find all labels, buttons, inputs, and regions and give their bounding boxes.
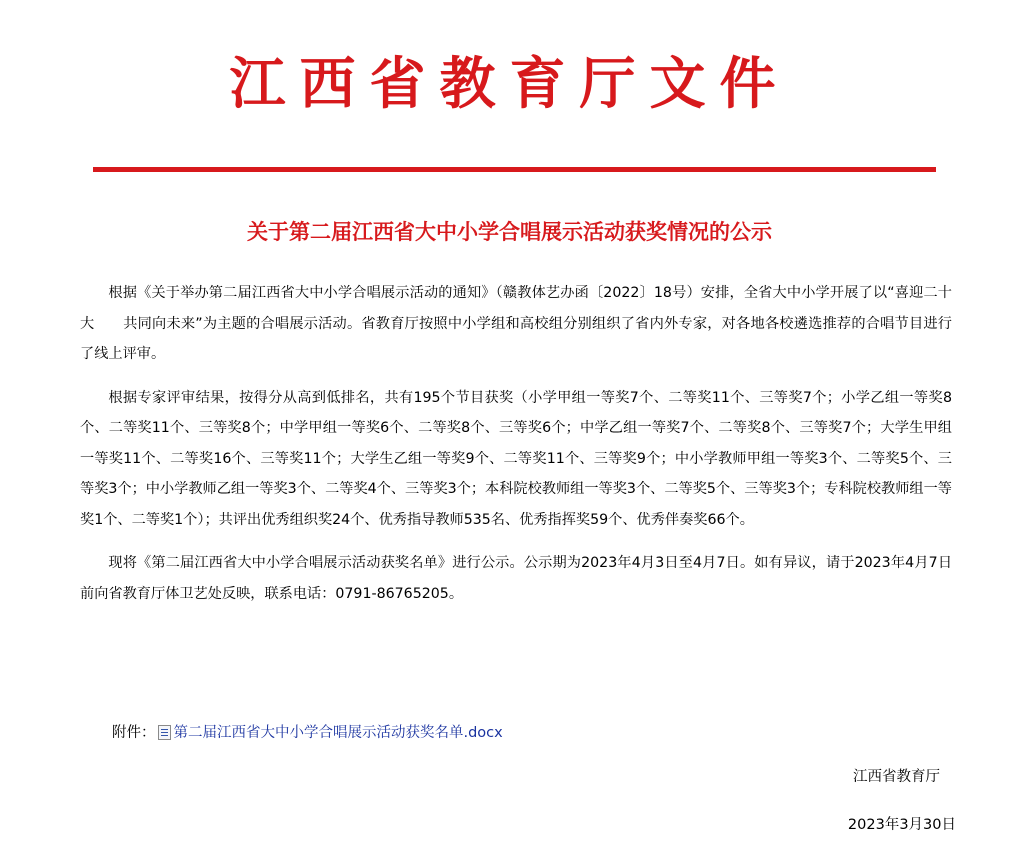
- issuing-organization: 江西省教育厅: [853, 769, 940, 785]
- issue-date: 2023年3月30日: [847, 817, 956, 833]
- attachment-link[interactable]: 第二届江西省大中小学合唱展示活动获奖名单.docx: [173, 725, 503, 741]
- masthead-title: 江西省教育厅文件: [229, 51, 790, 117]
- attachment-line: [112, 718, 503, 748]
- body-paragraph-2: 根据专家评审结果，按得分从高到低排名，共有195个节目获奖（小学甲组一等奖7个、二等奖11个、三等奖7个；小学乙组一等奖8个、二等奖11个、三等奖8个；中学甲组一等奖6个、二等奖8个、三等奖6个；中学乙组一等奖7个、二等奖8个、三等奖7个；大学生甲组一等奖11个、二等奖16个、三等奖11个；大学生乙组一等奖9个、二等奖11个、三等奖9个；中小学教师甲组一等奖3个、二等奖5个、三等奖3个；中小学教师乙组一等奖3个、二等奖4个、三等奖3个；本科院校教师组一等奖3个、二等奖5个、三等奖3个；专科院校教师组一等奖1个、二等奖1个）；共评出优秀组织奖24个、优秀指导教师535名、优秀指挥奖59个、优秀伴奏奖66个。: [80, 389, 952, 528]
- notice-title: 关于第二届江西省大中小学合唱展示活动获奖情况的公示: [247, 219, 772, 244]
- red-divider-rule: [93, 167, 936, 172]
- body-paragraph-3: 现将《第二届江西省大中小学合唱展示活动获奖名单》进行公示。公示期为2023年4月3日至4月7日。如有异议，请于2023年4月7日前向省教育厅体卫艺处反映，联系电话：0791-86765205。: [80, 555, 953, 602]
- notice-body: [80, 278, 952, 622]
- attachment-label: 附件：: [112, 725, 156, 741]
- body-paragraph-1: 根据《关于举办第二届江西省大中小学合唱展示活动的通知》（赣教体艺办函〔2022〕18号）安排，全省大中小学开展了以“喜迎二十大 共同向未来”为主题的合唱展示活动。省教育厅按照中小学组和高校组分别组织了省内外专家，对各地各校遴选推荐的合唱节目进行了线上评审。: [80, 285, 952, 362]
- doc-file-icon[interactable]: [158, 725, 171, 740]
